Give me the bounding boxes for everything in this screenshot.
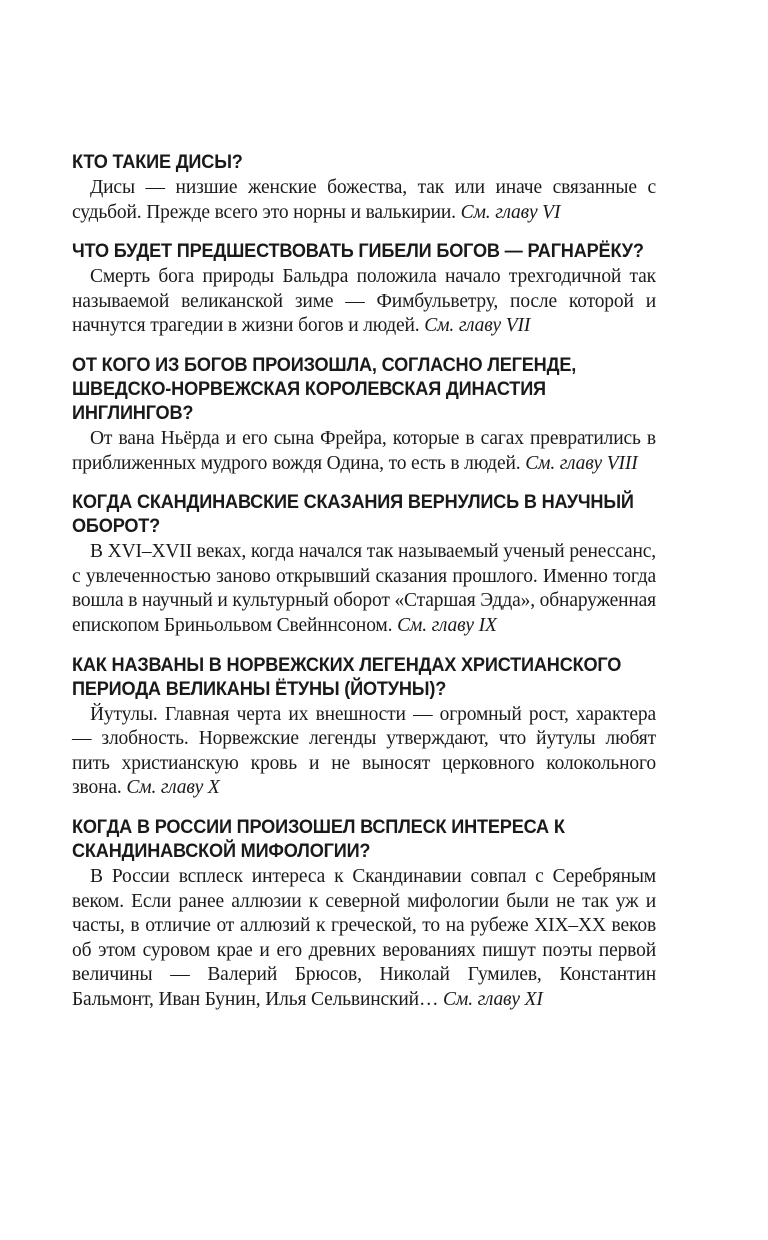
answer-body: В XVI–XVII веках, когда начался так называемый ученый ренессанс, с увлеченностью заново открывший сказания прошлого. Именно тогда вошла в научный и культурный оборот «Старшая Эдда», обнаруженная епископом Бриньольвом Свейннсоном. bbox=[72, 541, 656, 636]
question-heading: ЧТО БУДЕТ ПРЕДШЕСТВОВАТЬ ГИБЕЛИ БОГОВ — РАГНАРЁКУ? bbox=[72, 240, 644, 263]
qa-entry bbox=[72, 353, 656, 476]
chapter-reference: См. главу IX bbox=[397, 614, 497, 636]
chapter-reference: См. главу XI bbox=[443, 988, 543, 1010]
answer-body: Йутулы. Главная черта их внешности — огромный рост, характера — злобность. Норвежские легенды утверждают, что йутулы любят пить христианскую кровь и не выносят церковного колокольного звона. bbox=[72, 703, 656, 799]
qa-entry bbox=[72, 815, 656, 1013]
answer-text bbox=[72, 265, 656, 339]
question-heading: КАК НАЗВАНЫ В НОРВЕЖСКИХ ЛЕГЕНДАХ ХРИСТИАНСКОГО ПЕРИОДА ВЕЛИКАНЫ ЁТУНЫ (ЙОТУНЫ)? bbox=[72, 653, 622, 700]
chapter-reference: См. главу VIII bbox=[525, 452, 638, 474]
qa-entry bbox=[72, 239, 656, 339]
qa-entry bbox=[72, 150, 656, 225]
answer-body: Смерть бога природы Бальдра положила начало трехгодичной так называемой великанской зиме — Фимбульветру, после которой и начнутся трагедии в жизни богов и людей. bbox=[72, 266, 656, 337]
answer-text bbox=[72, 865, 656, 1013]
answer-text bbox=[72, 703, 656, 801]
question-heading: КТО ТАКИЕ ДИСЫ? bbox=[72, 151, 243, 173]
answer-text bbox=[72, 540, 656, 638]
answer-body: От вана Ньёрда и его сына Фрейра, которые в сагах превратились в приближенных мудрого вождя Одина, то есть в людей. bbox=[72, 427, 656, 474]
answer-body: Дисы — низшие женские божества, так или иначе связанные с судьбой. Прежде всего это норны и валькирии. bbox=[72, 177, 656, 223]
answer-body: В России всплеск интереса к Скандинавии совпал с Серебряным веком. Если ранее аллюзии к северной мифологии были не так уж и часты, в отличие от аллюзий к греческой, то на рубеже XIX–XX веков об этом суровом крае и его древних верованиях пишут поэты первой величины — Валерий Брюсов, Николай Гумилев, Константин Бальмонт, Иван Бунин, Илья Сельвинский… bbox=[72, 865, 656, 1010]
answer-text bbox=[72, 176, 656, 225]
chapter-reference: См. главу VI bbox=[460, 201, 561, 223]
page-content bbox=[72, 150, 656, 1026]
qa-entry bbox=[72, 490, 656, 638]
chapter-reference: См. главу VII bbox=[424, 315, 531, 337]
question-heading: КОГДА В РОССИИ ПРОИЗОШЕЛ ВСПЛЕСК ИНТЕРЕСА К СКАНДИНАВСКОЙ МИФОЛОГИИ? bbox=[72, 815, 565, 862]
question-heading: КОГДА СКАНДИНАВСКИЕ СКАЗАНИЯ ВЕРНУЛИСЬ В НАУЧНЫЙ ОБОРОТ? bbox=[72, 491, 634, 538]
chapter-reference: См. главу X bbox=[126, 777, 220, 799]
answer-text bbox=[72, 427, 656, 476]
question-heading: ОТ КОГО ИЗ БОГОВ ПРОИЗОШЛА, СОГЛАСНО ЛЕГЕНДЕ, ШВЕДСКО-НОРВЕЖСКАЯ КОРОЛЕВСКАЯ ДИНАСТИЯ ИНГЛИНГОВ? bbox=[72, 353, 577, 424]
qa-entry bbox=[72, 653, 656, 801]
